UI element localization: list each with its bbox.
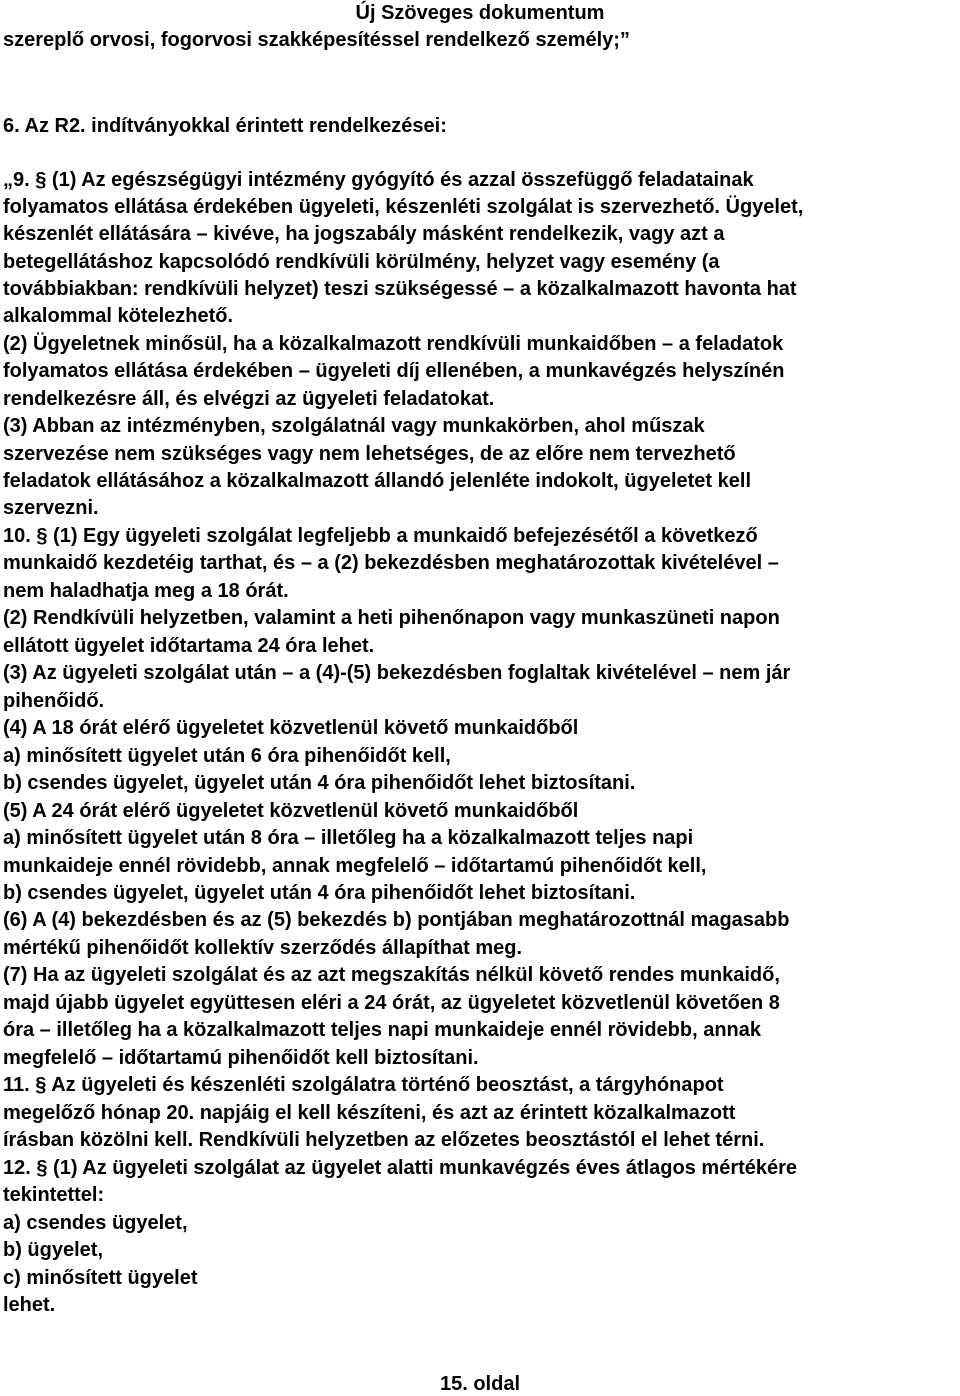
- text-line: munkaideje ennél rövidebb, annak megfelelő – időtartamú pihenőidőt kell,: [3, 855, 707, 877]
- text-line: ellátott ügyelet időtartama 24 óra lehet.: [3, 635, 375, 657]
- text-line: (3) Abban az intézményben, szolgálatnál vagy munkakörben, ahol műszak: [3, 415, 705, 437]
- text-line: szereplő orvosi, fogorvosi szakképesítéssel rendelkező személy;”: [3, 29, 630, 51]
- text-line: mértékű pihenőidőt kollektív szerződés állapíthat meg.: [3, 937, 523, 959]
- text-line: majd újabb ügyelet együttesen eléri a 24 órát, az ügyeletet közvetlenül követően 8: [3, 992, 780, 1014]
- text-line: a) minősített ügyelet után 8 óra – illetőleg ha a közalkalmazott teljes napi: [3, 827, 694, 849]
- text-line: (5) A 24 órát elérő ügyeletet közvetlenül követő munkaidőből: [3, 800, 579, 822]
- text-line: továbbiakban: rendkívüli helyzet) teszi szükségessé – a közalkalmazott havonta hat: [3, 278, 797, 300]
- text-line: szervezni.: [3, 497, 99, 519]
- document-title: Új Szöveges dokumentum: [355, 2, 605, 24]
- text-line: tekintettel:: [3, 1184, 105, 1206]
- text-line: (7) Ha az ügyeleti szolgálat és az azt megszakítás nélkül követő rendes munkaidő,: [3, 964, 780, 986]
- text-line: megfelelő – időtartamú pihenőidőt kell biztosítani.: [3, 1047, 479, 1069]
- text-line: a) csendes ügyelet,: [3, 1212, 188, 1234]
- text-line: b) csendes ügyelet, ügyelet után 4 óra pihenőidőt lehet biztosítani.: [3, 772, 636, 794]
- text-line: alkalommal kötelezhető.: [3, 305, 234, 327]
- text-line: c) minősített ügyelet: [3, 1267, 198, 1289]
- text-line: lehet.: [3, 1294, 56, 1316]
- text-line: szervezése nem szükséges vagy nem lehetséges, de az előre nem tervezhető: [3, 443, 736, 465]
- text-line: készenlét ellátására – kivéve, ha jogszabály másként rendelkezik, vagy azt a: [3, 223, 725, 245]
- text-line: „9. § (1) Az egészségügyi intézmény gyógyító és azzal összefüggő feladatainak: [3, 169, 754, 191]
- text-line: megelőző hónap 20. napjáig el kell készíteni, és azt az érintett közalkalmazott: [3, 1102, 736, 1124]
- text-line: 12. § (1) Az ügyeleti szolgálat az ügyelet alatti munkavégzés éves átlagos mértékére: [3, 1157, 798, 1179]
- text-line: b) ügyelet,: [3, 1239, 104, 1261]
- text-line: munkaidő kezdetéig tarthat, és – a (2) bekezdésben meghatározottak kivételével –: [3, 552, 779, 574]
- text-line: folyamatos ellátása érdekében – ügyeleti díj ellenében, a munkavégzés helyszínén: [3, 360, 785, 382]
- text-line: b) csendes ügyelet, ügyelet után 4 óra pihenőidőt lehet biztosítani.: [3, 882, 636, 904]
- text-line: 11. § Az ügyeleti és készenléti szolgálatra történő beosztást, a tárgyhónapot: [3, 1074, 724, 1096]
- text-line: óra – illetőleg ha a közalkalmazott teljes napi munkaideje ennél rövidebb, annak: [3, 1019, 762, 1041]
- text-line: betegellátáshoz kapcsolódó rendkívüli körülmény, helyzet vagy esemény (a: [3, 251, 720, 273]
- page-number: 15. oldal: [439, 1373, 521, 1395]
- text-line: nem haladhatja meg a 18 órát.: [3, 580, 289, 602]
- text-line: pihenőidő.: [3, 690, 105, 712]
- text-line: rendelkezésre áll, és elvégzi az ügyeleti feladatokat.: [3, 388, 495, 410]
- text-line: (2) Rendkívüli helyzetben, valamint a heti pihenőnapon vagy munkaszüneti napon: [3, 607, 780, 629]
- text-line: folyamatos ellátása érdekében ügyeleti, készenléti szolgálat is szervezhető. Ügyelet,: [3, 196, 804, 218]
- text-line: a) minősített ügyelet után 6 óra pihenőidőt kell,: [3, 745, 451, 767]
- text-line: (2) Ügyeletnek minősül, ha a közalkalmazott rendkívüli munkaidőben – a feladatok: [3, 333, 784, 355]
- text-line: 6. Az R2. indítványokkal érintett rendelkezései:: [3, 115, 447, 137]
- text-line: (3) Az ügyeleti szolgálat után – a (4)-(5) bekezdésben foglaltak kivételével – nem jár: [3, 662, 791, 684]
- text-line: írásban közölni kell. Rendkívüli helyzetben az előzetes beosztástól el lehet térni.: [3, 1129, 765, 1151]
- text-line: feladatok ellátásához a közalkalmazott állandó jelenléte indokolt, ügyeletet kell: [3, 470, 751, 492]
- text-line: (6) A (4) bekezdésben és az (5) bekezdés b) pontjában meghatározottnál magasabb: [3, 909, 790, 931]
- text-line: (4) A 18 órát elérő ügyeletet közvetlenül követő munkaidőből: [3, 717, 579, 739]
- text-line: 10. § (1) Egy ügyeleti szolgálat legfeljebb a munkaidő befejezésétől a következő: [3, 525, 758, 547]
